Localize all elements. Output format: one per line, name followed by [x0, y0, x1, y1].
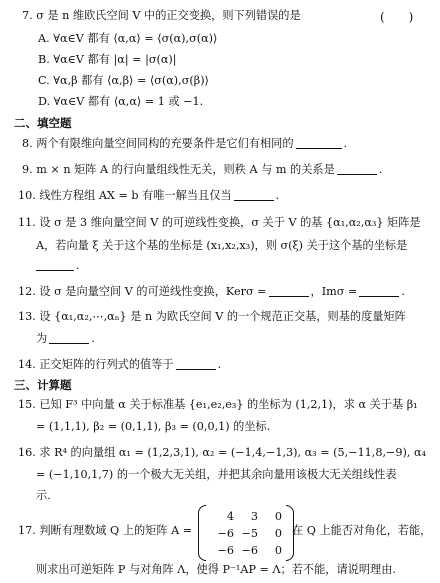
answer-blank [49, 332, 89, 344]
option-a: A. ∀α∈V 都有 ⟨α,α⟩ = ⟨σ(α),σ(α)⟩ [38, 32, 218, 45]
question-14 [18, 358, 221, 372]
matrix-a [198, 505, 294, 561]
question-13-line-2-text: 为 [36, 332, 48, 345]
question-9 [22, 163, 382, 177]
section-title-fill-in: 二、填空题 [14, 116, 72, 130]
matrix-cell: 0 [274, 526, 282, 540]
question-8-end: . [343, 137, 348, 150]
question-16-line-3: 示. [36, 489, 51, 502]
option-c: C. ∀α,β 都有 ⟨α,β⟩ = ⟨σ(α),σ(β)⟩ [38, 74, 209, 87]
question-12-end: . [401, 285, 405, 298]
question-14-end: . [217, 358, 222, 371]
option-d: D. ∀α∈V 都有 ⟨α,α⟩ = 1 或 −1. [38, 95, 204, 108]
question-16-line-1: 16. 求 R⁴ 的向量组 α₁ = (1,2,3,1), α₂ = (−1,4,−1,3), α₃ = (5,−11,8,−9), α₄ [18, 446, 427, 459]
question-8-text: 8. 两个有限维向量空间同构的充要条件是它们有相同的 [22, 137, 294, 150]
question-15-line-1: 15. 已知 F³ 中向量 α 关于标准基 {e₁,e₂,e₃} 的坐标为 (1,2,1)，求 α 关于基 β₁ [18, 398, 418, 411]
question-13-end: . [91, 332, 95, 345]
matrix-cell: −5 [241, 526, 258, 540]
answer-blank [234, 189, 274, 201]
question-10-end: . [275, 189, 280, 202]
question-12-mid: ，Imσ = [310, 285, 358, 298]
question-9-text: 9. m × n 矩阵 A 的行向量组线性无关，则秩 A 与 m 的关系是 [22, 163, 335, 176]
question-9-end: . [378, 163, 383, 176]
question-17-line-2: 则求出可逆矩阵 P 与对角阵 Λ，使得 P⁻¹AP = Λ；若不能，请说明理由. [36, 563, 396, 576]
question-12-text: 12. 设 σ 是向量空间 V 的可逆线性变换，Kerσ = [18, 285, 267, 298]
answer-blank [337, 163, 377, 175]
question-8 [22, 137, 347, 151]
question-17-pre: 17. 判断有理数域 Q 上的矩阵 A = [18, 524, 193, 537]
question-17-post: 在 Q 上能否对角化，若能， [292, 524, 432, 537]
question-14-text: 14. 正交矩阵的行列式的值等于 [18, 358, 174, 371]
matrix-left-bracket [198, 505, 206, 561]
question-13-line-2 [36, 332, 95, 346]
section-title-calculation: 三、计算题 [14, 378, 72, 392]
matrix-cell: −6 [217, 543, 234, 557]
question-10 [18, 189, 279, 203]
answer-parenthesis: ( ) [380, 10, 414, 24]
matrix-cell: 0 [274, 509, 282, 523]
option-b: B. ∀α∈V 都有 |α| = |σ(α)| [38, 53, 177, 66]
question-7-stem: 7. σ 是 n 维欧氏空间 V 中的正交变换，则下列错误的是 [22, 9, 301, 22]
answer-blank [296, 137, 342, 149]
question-11-end: . [76, 259, 80, 272]
answer-blank [359, 285, 399, 297]
question-11-line-2: A，若向量 ξ 关于这个基的坐标是 (x₁,x₂,x₃)，则 σ(ξ) 关于这个基的坐标是 [36, 239, 408, 252]
matrix-cell: −6 [241, 543, 258, 557]
matrix-cell: 4 [226, 509, 234, 523]
matrix-cell: 0 [274, 543, 282, 557]
answer-blank [176, 358, 216, 370]
question-11-line-1: 11. 设 σ 是 3 维向量空间 V 的可逆线性变换，σ 关于 V 的基 {α₁,α₂,α₃} 矩阵是 [18, 216, 421, 229]
answer-blank [269, 285, 309, 297]
question-10-text: 10. 线性方程组 AX = b 有唯一解当且仅当 [18, 189, 232, 202]
question-13-line-1: 13. 设 {α₁,α₂,⋯,αₙ} 是 n 为欧氏空间 V 的一个规范正交基，则基的度量矩阵 [18, 310, 406, 323]
matrix-cell: −6 [217, 526, 234, 540]
matrix-grid [206, 508, 286, 559]
question-15-line-2: = (1,1,1), β₂ = (0,1,1), β₃ = (0,0,1) 的坐标. [36, 420, 271, 433]
question-16-line-2: = (−1,10,1,7) 的一个极大无关组，并把其余向量用该极大无关组线性表 [36, 468, 397, 481]
question-12 [18, 285, 405, 299]
matrix-cell: 3 [250, 509, 258, 523]
answer-blank [36, 259, 74, 271]
question-11-answer [36, 259, 80, 273]
